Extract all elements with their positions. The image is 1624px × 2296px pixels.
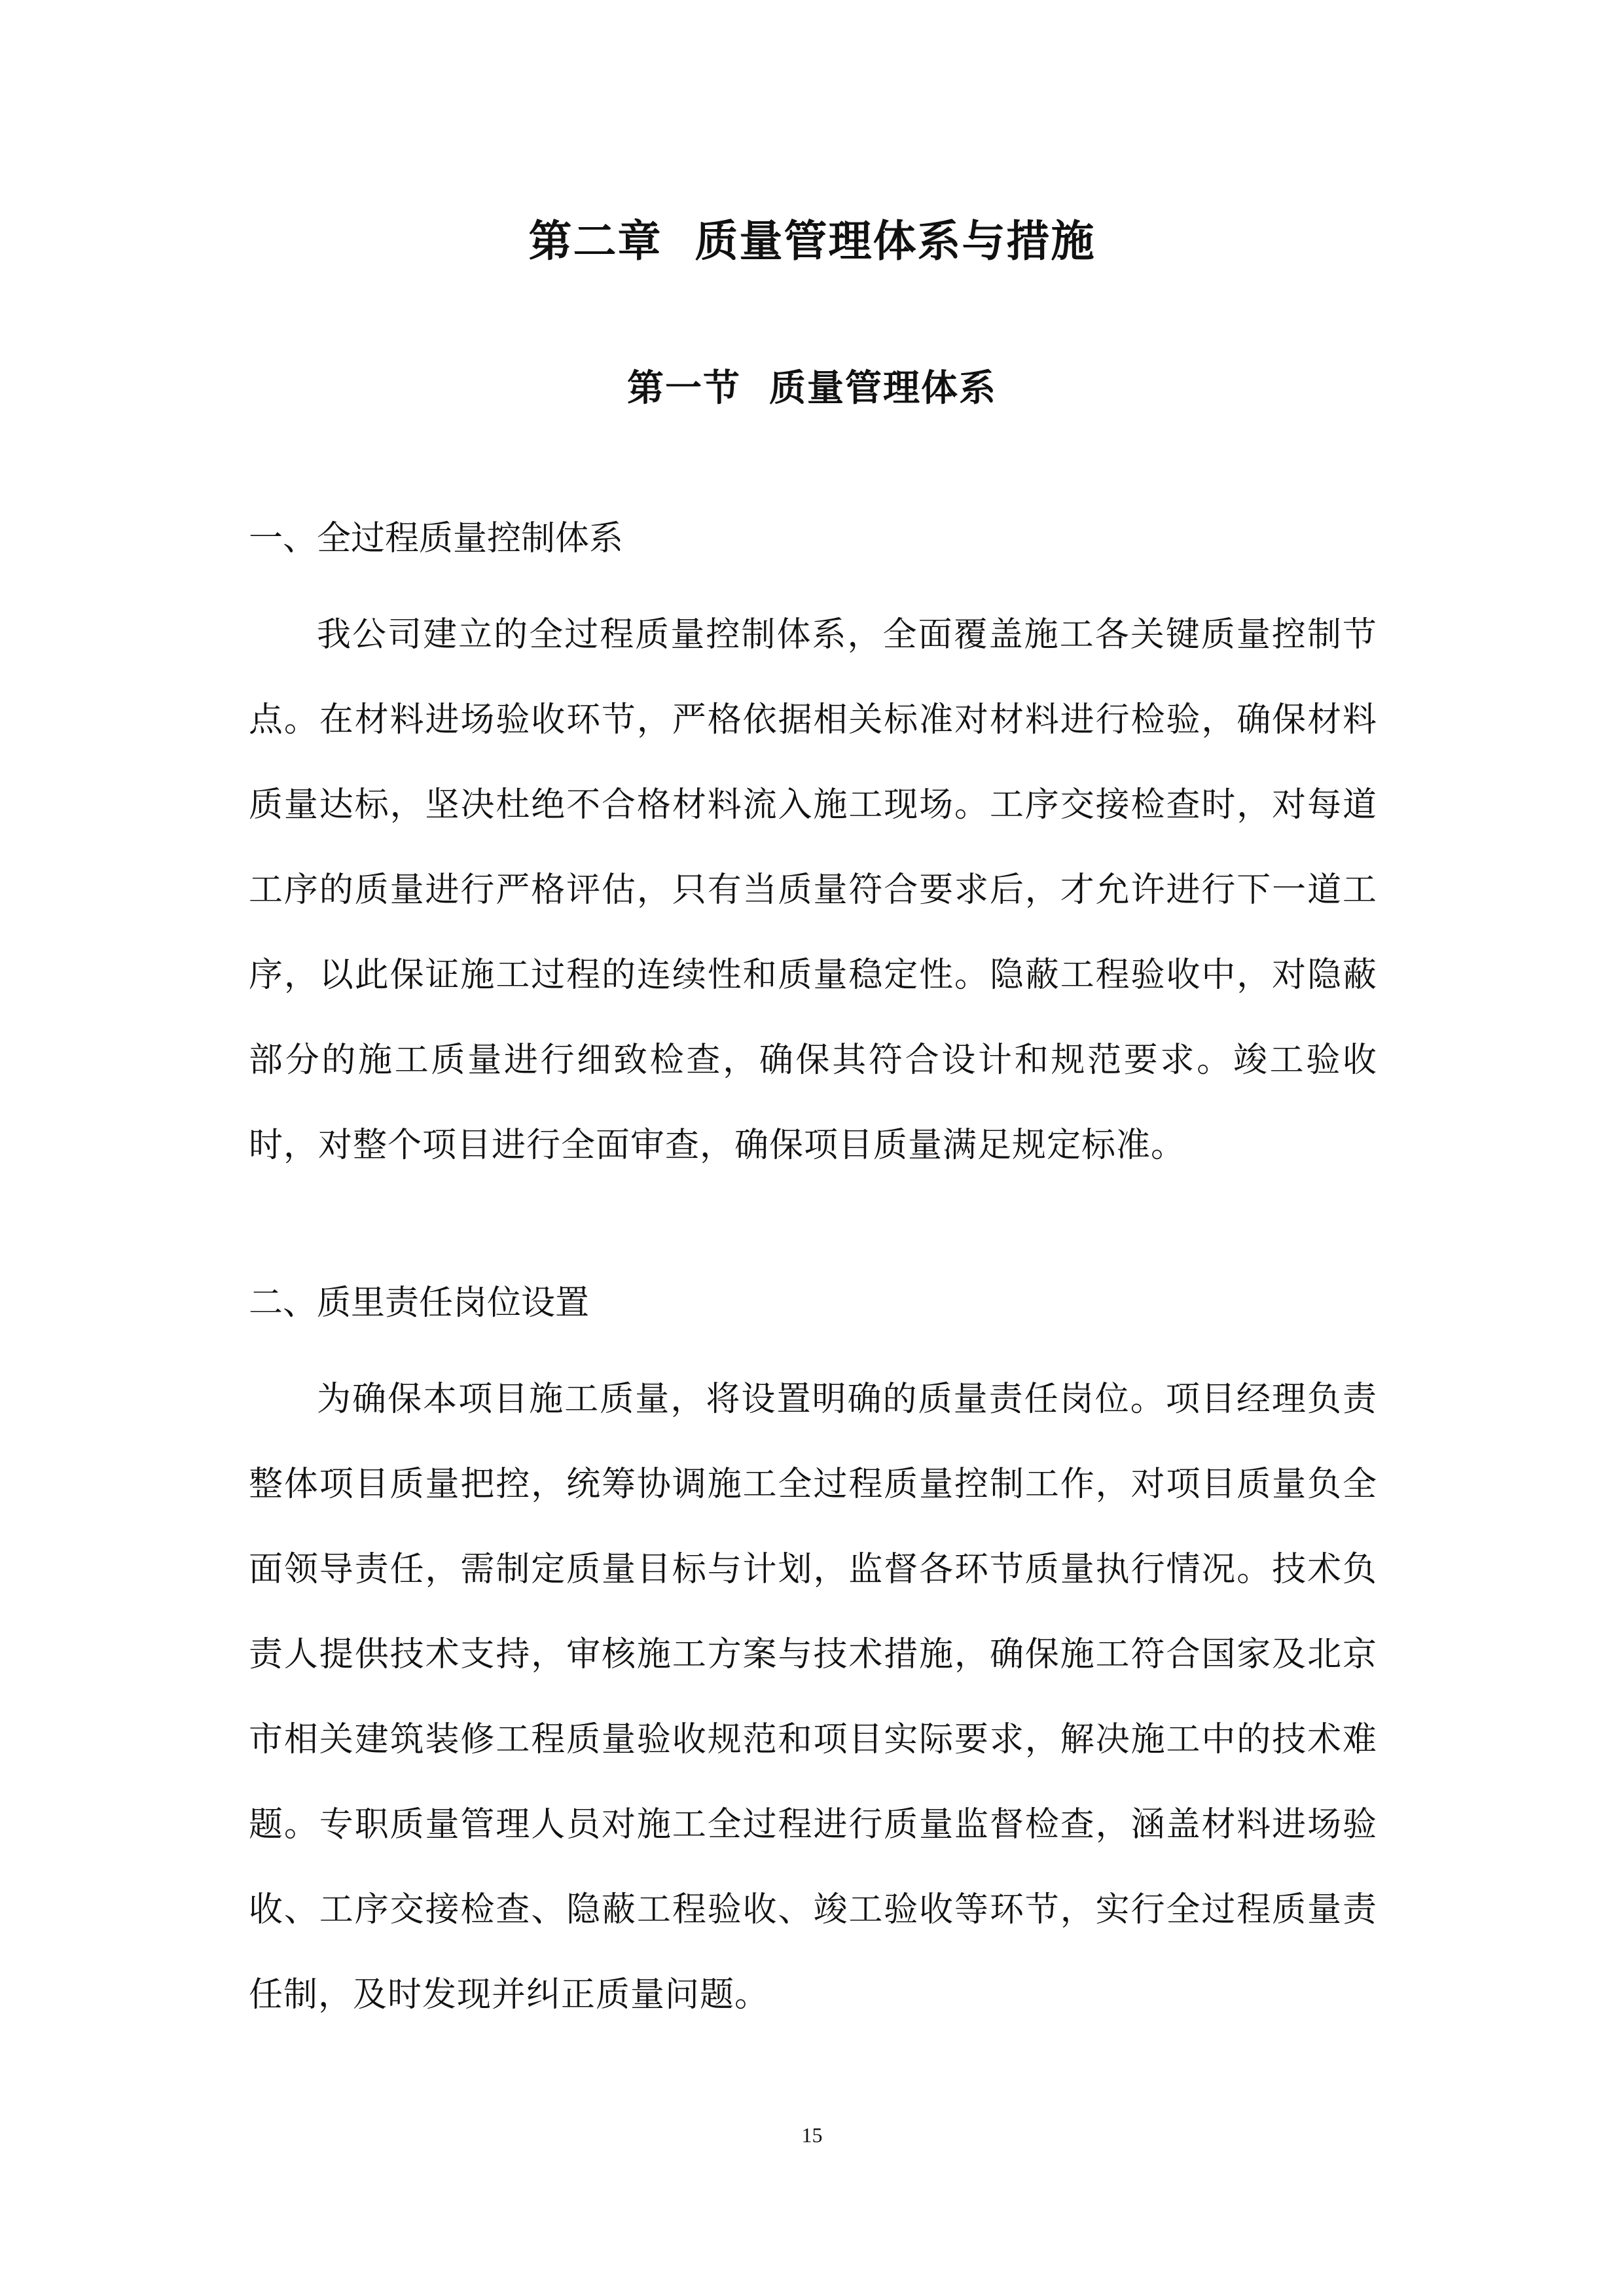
chapter-title: 第二章 质量管理体系与措施 — [528, 215, 1096, 266]
section-title: 第一节 质量管理体系 — [627, 367, 997, 410]
paragraph-quality-control-system: 我公司建立的全过程质量控制体系，全面覆盖施工各关键质量控制节点。在材料进场验收环节，严格依据相关标准对材料进行检验，确保材料质量达标，坚决杜绝不合格材料流入施工现场。工序交接检查时，对每道工序的质量进行严格评估，只有当质量符合要求后，才允许进行下一道工序，以此保证施工过程的连续性和质量稳定性。隐蔽工程验收中，对隐蔽部分的施工质量进行细致检查，确保其符合设计和规范要求。竣工验收时，对整个项目进行全面审查，确保项目质量满足规定标准。 — [249, 615, 1377, 1165]
paragraph-gap — [249, 1188, 1377, 1272]
paragraph-responsibility-positions: 为确保本项目施工质量，将设置明确的质量责任岗位。项目经理负责整体项目质量把控，统筹协调施工全过程质量控制工作，对项目质量负全面领导责任，需制定质量目标与计划，监督各环节质量执行情况。技术负责人提供技术支持，审核施工方案与技术措施，确保施工符合国家及北京市相关建筑装修工程质量验收规范和项目实际要求，解决施工中的技术难题。专职质量管理人员对施工全过程进行质量监督检查，涵盖材料进场验收、工序交接检查、隐蔽工程验收、竣工验收等环节，实行全过程质量责任制，及时发现并纠正质量问题。 — [249, 1380, 1377, 2015]
document-body — [249, 507, 1377, 2037]
page-number: 15 — [801, 2123, 823, 2147]
subheading-responsibility-positions: 二、质里责任岗位设置 — [249, 1283, 590, 1323]
subheading-quality-control-system: 一、全过程质量控制体系 — [249, 519, 624, 558]
